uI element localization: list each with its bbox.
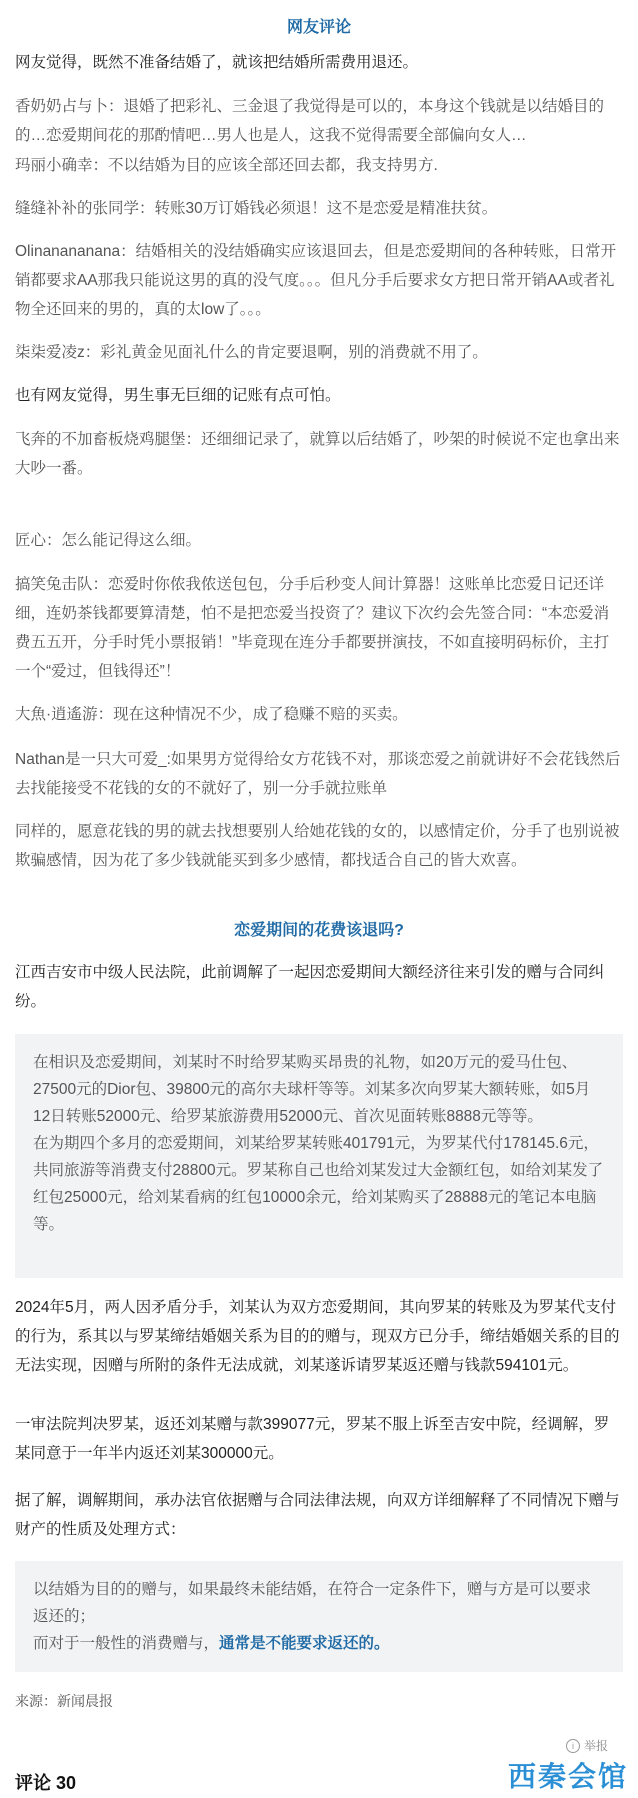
comment-4: Olinanananana：结婚相关的没结婚确实应该退回去，但是恋爱期间的各种转账，日常开销都要求AA那我只能说这男的真的没气度。。。但凡分手后要求女方把日常开销AA或者礼物全还回来的男的，真的太low了。。。 <box>15 243 617 318</box>
comment-2: 玛丽小确幸：不以结婚为目的应该全部还回去都，我支持男方. <box>15 157 438 174</box>
intro-paragraph: 网友觉得，既然不准备结婚了，就该把结婚所需费用退还。 <box>15 54 419 71</box>
comment-3: 缝缝补补的张同学：转账30万订婚钱必须退！这不是恋爱是精准扶贫。 <box>15 200 498 217</box>
info-icon: i <box>566 1739 580 1753</box>
section-title-question: 恋爱期间的花费该退吗? <box>234 922 404 939</box>
report-label: 举报 <box>583 1739 608 1753</box>
article-source: 来源：新闻晨报 <box>15 1693 113 1709</box>
comment-7: 匠心：怎么能记得这么细。 <box>15 532 202 549</box>
comment-6: 飞奔的不加畜板烧鸡腿堡：还细细记录了，就算以后结婚了，吵架的时候说不定也拿出来大吵一番。 <box>15 431 620 477</box>
comment-1: 香奶奶占与卜：退婚了把彩礼、三金退了我觉得是可以的，本身这个钱就是以结婚目的的…恋爱期间花的那酌情吧…男人也是人，这我不觉得需要全部偏向女人… <box>15 98 605 144</box>
ruling-paragraph: 一审法院判决罗某，返还刘某赠与款399077元，罗某不服上诉至吉安中院，经调解，罗某同意于一年半内返还刘某300000元。 <box>15 1416 610 1462</box>
explanation-paragraph: 据了解，调解期间，承办法官依据赠与合同法律法规，向双方详细解释了不同情况下赠与财产的性质及处理方式： <box>15 1492 620 1538</box>
comments-count[interactable]: 评论 30 <box>15 1773 77 1793</box>
section-title-comments: 网友评论 <box>286 19 351 36</box>
quote-paragraph-2: 在为期四个多月的恋爱期间，刘某给罗某转账401791元，为罗某代付178145.6元，共同旅游等消费支付28800元。罗某称自己也给刘某发过大金额红包，如给刘某发了红包25000元，给刘某看病的红包10000余元，给刘某购买了28888元的笔记本电脑等。 <box>33 1135 604 1233</box>
legal-line-2 <box>33 1630 605 1657</box>
report-button[interactable] <box>566 1737 608 1755</box>
legal-explanation-quote <box>15 1561 623 1672</box>
case-details-quote <box>15 1034 623 1278</box>
breakup-paragraph: 2024年5月，两人因矛盾分手，刘某认为双方恋爱期间，其向罗某的转账及为罗某代支付的行为，系其以与罗某缔结婚姻关系为目的的赠与，现双方已分手，缔结婚姻关系的目的无法实现，因赠与所附的条件无法成就，刘某遂诉请罗某返还赠与钱款594101元。 <box>15 1299 620 1374</box>
legal-line-2-prefix: 而对于一般性的消费赠与， <box>33 1635 220 1652</box>
comment-8: 搞笑兔击队：恋爱时你侬我侬送包包，分手后秒变人间计算器！这账单比恋爱日记还详细，连奶茶钱都要算清楚，怕不是把恋爱当投资了？建议下次约会先签合同：“本恋爱消费五五开，分手时凭小票报销！”毕竟现在连分手都要拼演技，不如直接明码标价，主打一个“爱过，但钱得还”！ <box>15 576 610 680</box>
quote-paragraph-1: 在相识及恋爱期间，刘某时不时给罗某购买昂贵的礼物，如20万元的爱马仕包、27500元的Dior包、39800元的高尔夫球杆等等。刘某多次向罗某大额转账，如5月12日转账52000元、给罗某旅游费用52000元、首次见面转账8888元等等。 <box>33 1054 591 1125</box>
case-intro-paragraph: 江西吉安市中级人民法院，此前调解了一起因恋爱期间大额经济往来引发的赠与合同纠纷。 <box>15 964 605 1010</box>
legal-line-1: 以结婚为目的的赠与，如果最终未能结婚，在符合一定条件下，赠与方是可以要求返还的； <box>33 1581 592 1625</box>
intro-paragraph-2: 也有网友觉得，男生事无巨细的记账有点可怕。 <box>15 387 341 404</box>
comment-9: 大魚·逍遙游：现在这种情况不少，成了稳赚不赔的买卖。 <box>15 706 408 723</box>
comment-10: Nathan是一只大可爱_:如果男方觉得给女方花钱不对，那谈恋爱之前就讲好不会花钱然后去找能接受不花钱的女的不就好了，别一分手就拉账单 <box>15 751 621 797</box>
comment-11: 同样的，愿意花钱的男的就去找想要别人给她花钱的女的，以感情定价，分手了也别说被欺骗感情，因为花了多少钱就能买到多少感情，都找适合自己的皆大欢喜。 <box>15 823 620 869</box>
legal-line-2-highlight: 通常是不能要求返还的。 <box>219 1635 390 1652</box>
comment-5: 柒柒爱凌z：彩礼黄金见面礼什么的肯定要退啊，别的消费就不用了。 <box>15 344 488 361</box>
site-watermark-logo: 西秦会馆 <box>507 1761 628 1792</box>
